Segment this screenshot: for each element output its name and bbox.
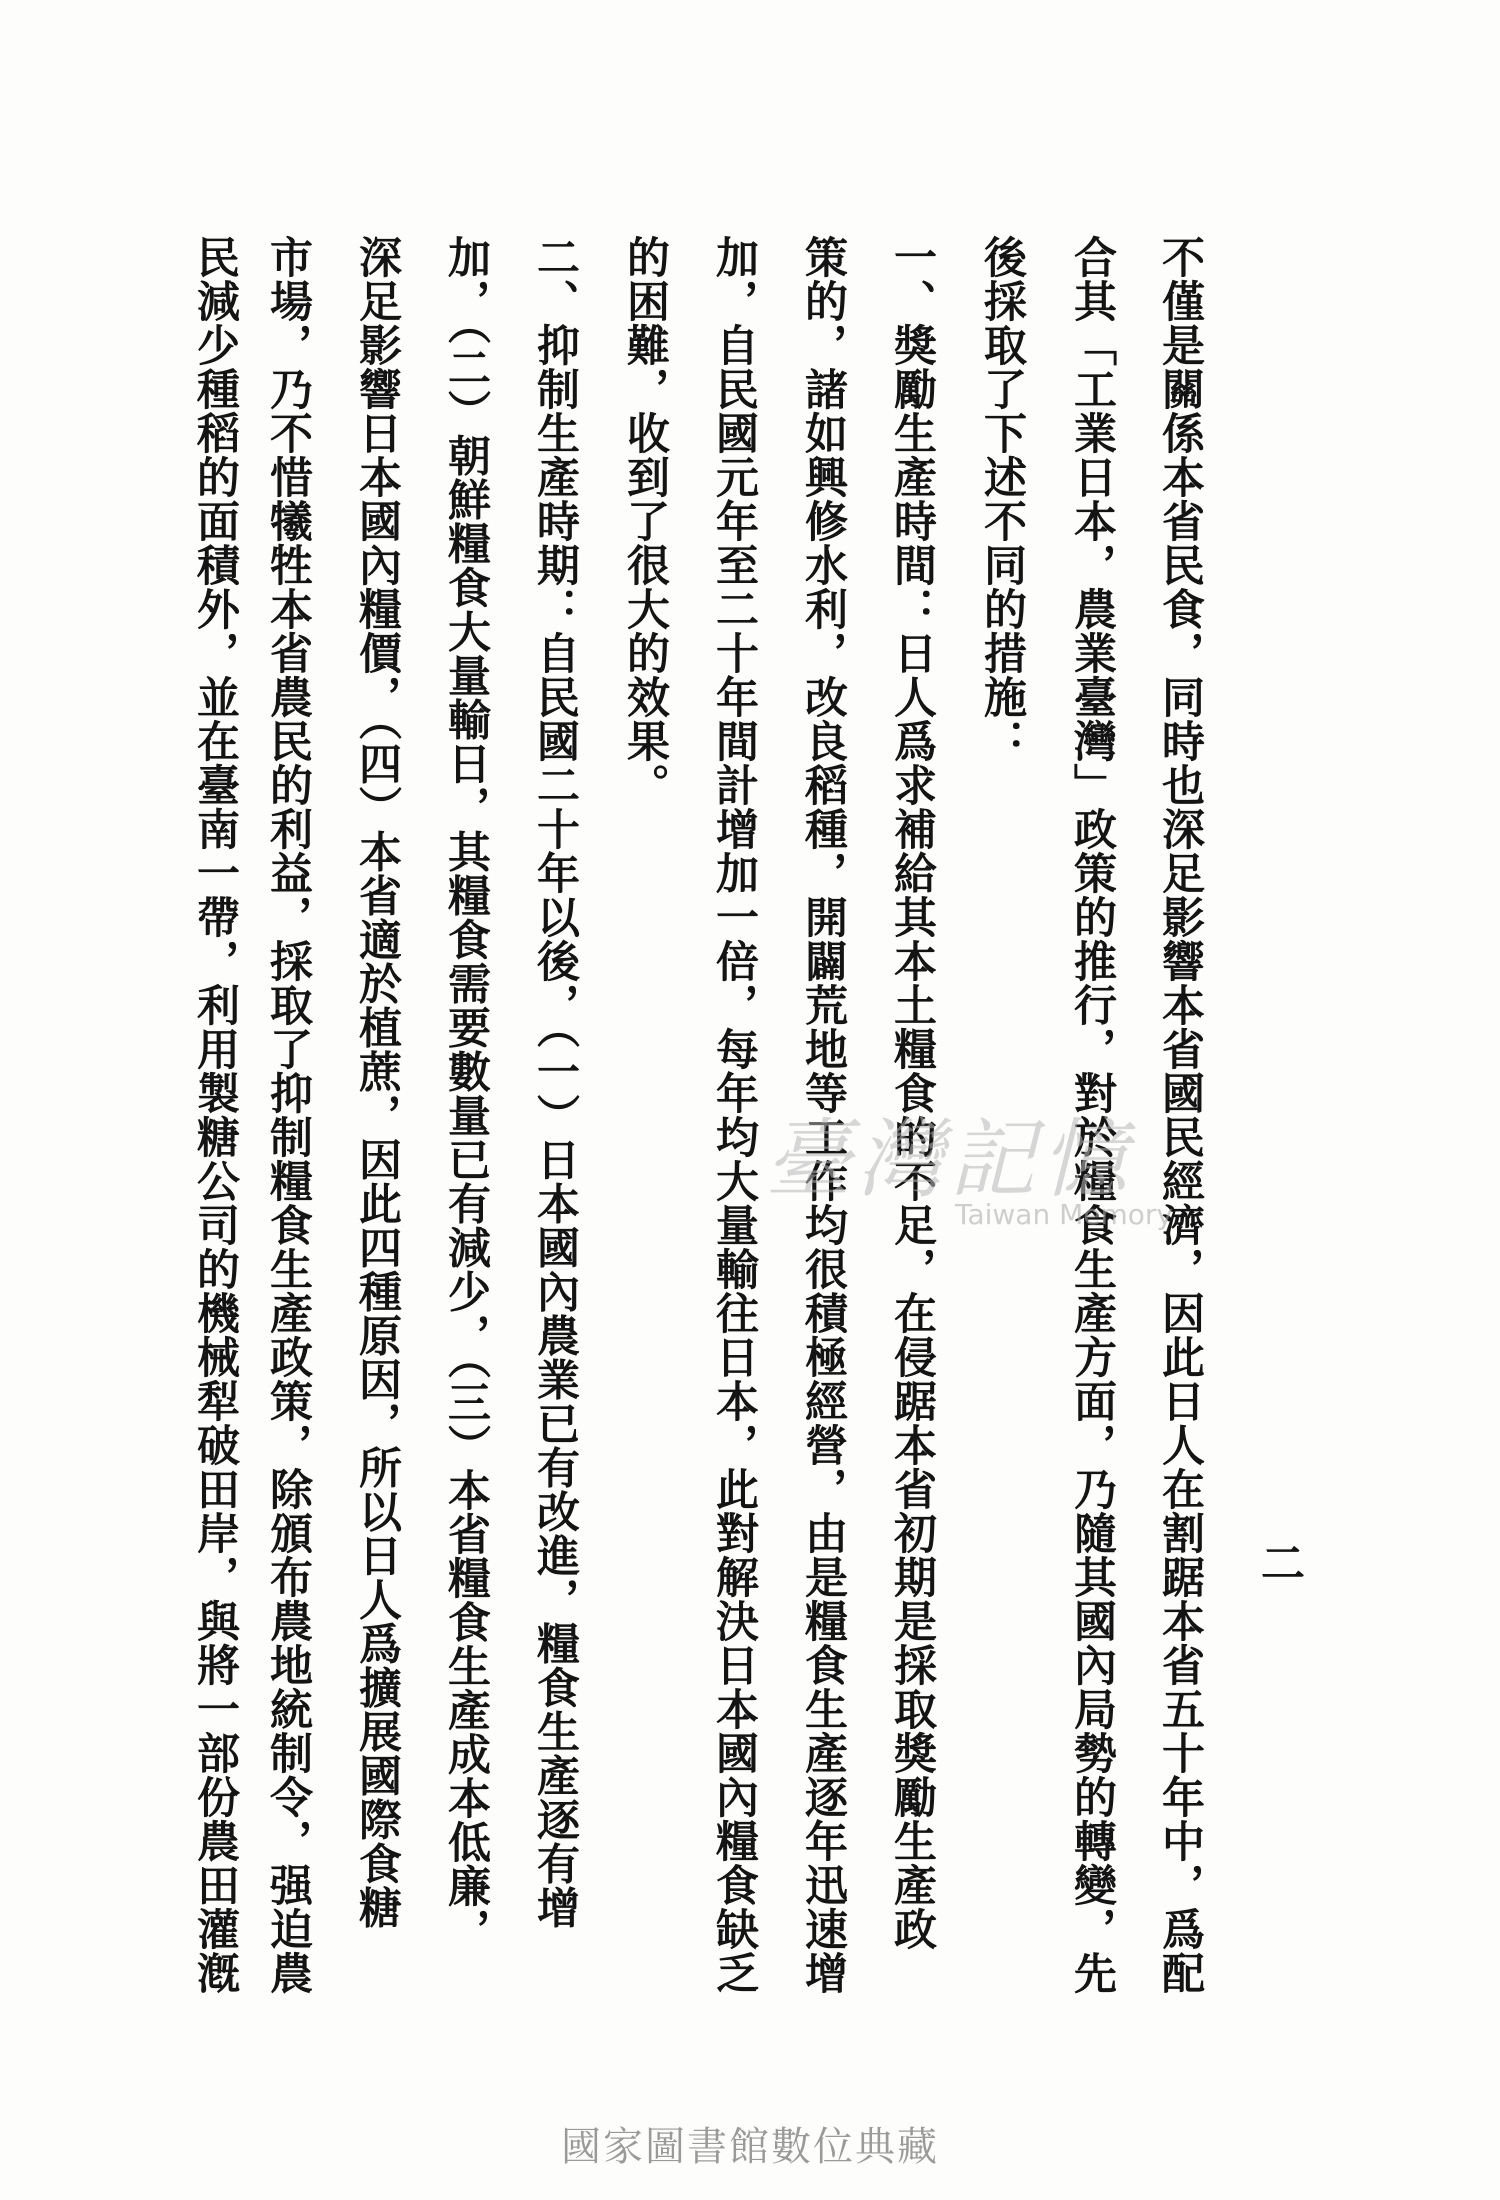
- text-column-6: 加，自民國元年至二十年間計增加一倍，每年均大量輸往日本，此對解決日本國內糧食缺乏: [709, 235, 759, 1995]
- text-column-7: 的困難，收到了很大的效果。: [620, 235, 670, 807]
- text-column-8: 二、抑制生產時期：自民國二十年以後，（一）日本國內農業已有改進，糧食生產逐有增: [530, 235, 580, 1930]
- text-column-4: 一、獎勵生產時間：日人爲求補給其本土糧食的不足，在侵踞本省初期是採取獎勵生產政: [887, 235, 937, 1951]
- text-column-2: 合其「工業日本，農業臺灣」政策的推行，對於糧食生產方面，乃隨其國內局勢的轉變，先: [1067, 235, 1117, 1995]
- text-column-10: 深足影響日本國內糧價，（四）本省適於植蔗，因此四種原因，所以日人爲擴展國際食糖: [352, 235, 402, 1930]
- text-column-11: 市場，乃不惜犧牲本省農民的利益，採取了抑制糧食生產政策，除頒布農地統制令，强迫農: [263, 235, 313, 1995]
- text-column-12: 民減少種稻的面積外，並在臺南一帶，利用製糖公司的機械犁破田岸，與將一部份農田灌漑: [190, 235, 240, 1995]
- text-column-3: 後採取了下述不同的措施：: [977, 235, 1027, 763]
- body-text: [185, 235, 1210, 2010]
- watermark-sub-text: Taiwan Memory: [955, 1198, 1173, 1231]
- watermark-logo-text: 臺灣記憶: [765, 1110, 1133, 1210]
- text-column-9: 加，（二）朝鮮糧食大量輸日，其糧食需要數量已有減少，（三）本省糧食生產成本低廉，: [441, 235, 491, 1952]
- text-column-1: 不僅是關係本省民食，同時也深足影響本省國民經濟，因此日人在割踞本省五十年中，爲配: [1155, 235, 1205, 1995]
- text-column-5: 策的，諸如興修水利，改良稻種，開闢荒地等工作均很積極經營，由是糧食生產逐年迅速增: [798, 235, 848, 1995]
- footer-attribution: 國家圖書館數位典藏: [561, 2124, 939, 2170]
- page-number: 二: [1253, 1540, 1304, 1584]
